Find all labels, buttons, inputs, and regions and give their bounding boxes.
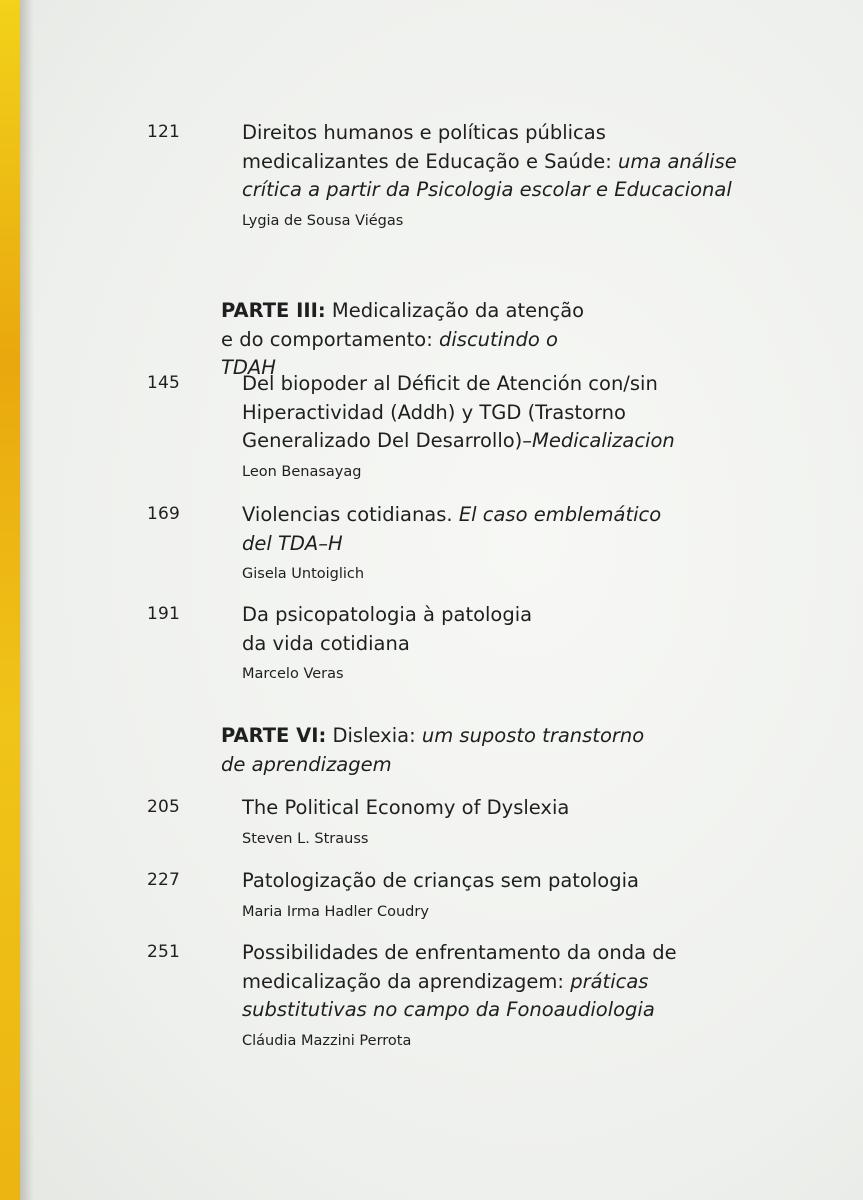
toc-entry-author: Maria Irma Hadler Coudry (242, 903, 429, 920)
toc-page-number: 191 (147, 604, 181, 624)
part-heading (221, 722, 671, 779)
toc-entry-title (242, 370, 682, 456)
toc-entry-body (242, 119, 742, 231)
toc-entry-author: Lygia de Sousa Viégas (242, 212, 404, 229)
toc-entry-title (242, 939, 692, 1025)
toc-entry-title (242, 119, 742, 205)
part-label: PARTE VI: (221, 724, 327, 747)
toc-entry-author: Marcelo Veras (242, 666, 344, 682)
part-title: Dislexia: (332, 724, 416, 747)
toc-entry-author: Leon Benasayag (242, 463, 362, 480)
toc-entry-title (242, 501, 672, 558)
part-label: PARTE III: (221, 299, 326, 322)
toc-title-text: Patologização de crianças sem patologia (242, 869, 639, 892)
toc-page-number: 251 (147, 942, 181, 962)
toc-title-italic: uma análise crítica a partir da Psicologia escolar e Educacional (242, 149, 737, 201)
toc-title-text: Violencias cotidianas. (242, 503, 453, 526)
book-spine-edge (0, 0, 20, 1200)
toc-title-italic: práticas substitutivas no campo da Fonoaudiologia (242, 969, 655, 1021)
toc-entry-body (242, 867, 802, 922)
toc-entry-body (242, 370, 682, 482)
toc-title-text: Da psicopatologia à patologia da vida cotidiana (242, 603, 533, 655)
toc-title-italic: El caso emblemático del TDA–H (242, 503, 662, 555)
toc-title-italic: Medicalizacion (532, 429, 675, 452)
toc-entry-author: Steven L. Strauss (242, 830, 369, 847)
toc-entry-title (242, 867, 802, 896)
toc-page-number: 121 (147, 122, 181, 142)
toc-entry-body (242, 501, 672, 584)
part-title-italic: um suposto transtorno de aprendizagem (221, 724, 645, 776)
part-title: Medicalização da atenção e do comportamento: (221, 299, 585, 351)
toc-entry-title (242, 794, 802, 823)
toc-entry-body (242, 601, 542, 684)
toc-title-text: Del biopoder al Déficit de Atención con/sin Hiperactividad (Addh) y TGD (Trastorno Generalizado Del Desarrollo)– (242, 372, 658, 452)
toc-entry-body (242, 794, 802, 849)
toc-title-text: The Political Economy of Dyslexia (242, 796, 570, 819)
part-title-italic: discutindo o TDAH (221, 327, 558, 379)
toc-title-text: Direitos humanos e políticas públicas medicalizantes de Educação e Saúde: (242, 121, 612, 173)
toc-page-number: 205 (147, 797, 181, 817)
toc-entry-title (242, 601, 542, 658)
toc-title-text: Possibilidades de enfrentamento da onda de medicalização da aprendizagem: (242, 941, 677, 993)
toc-entry-author: Gisela Untoiglich (242, 566, 365, 582)
toc-page-number: 227 (147, 870, 181, 890)
toc-page-number: 145 (147, 373, 181, 393)
toc-page-number: 169 (147, 504, 181, 524)
toc-entry-body (242, 939, 692, 1051)
toc-entry-author: Cláudia Mazzini Perrota (242, 1032, 412, 1049)
page-gutter-shadow (20, 0, 34, 1200)
